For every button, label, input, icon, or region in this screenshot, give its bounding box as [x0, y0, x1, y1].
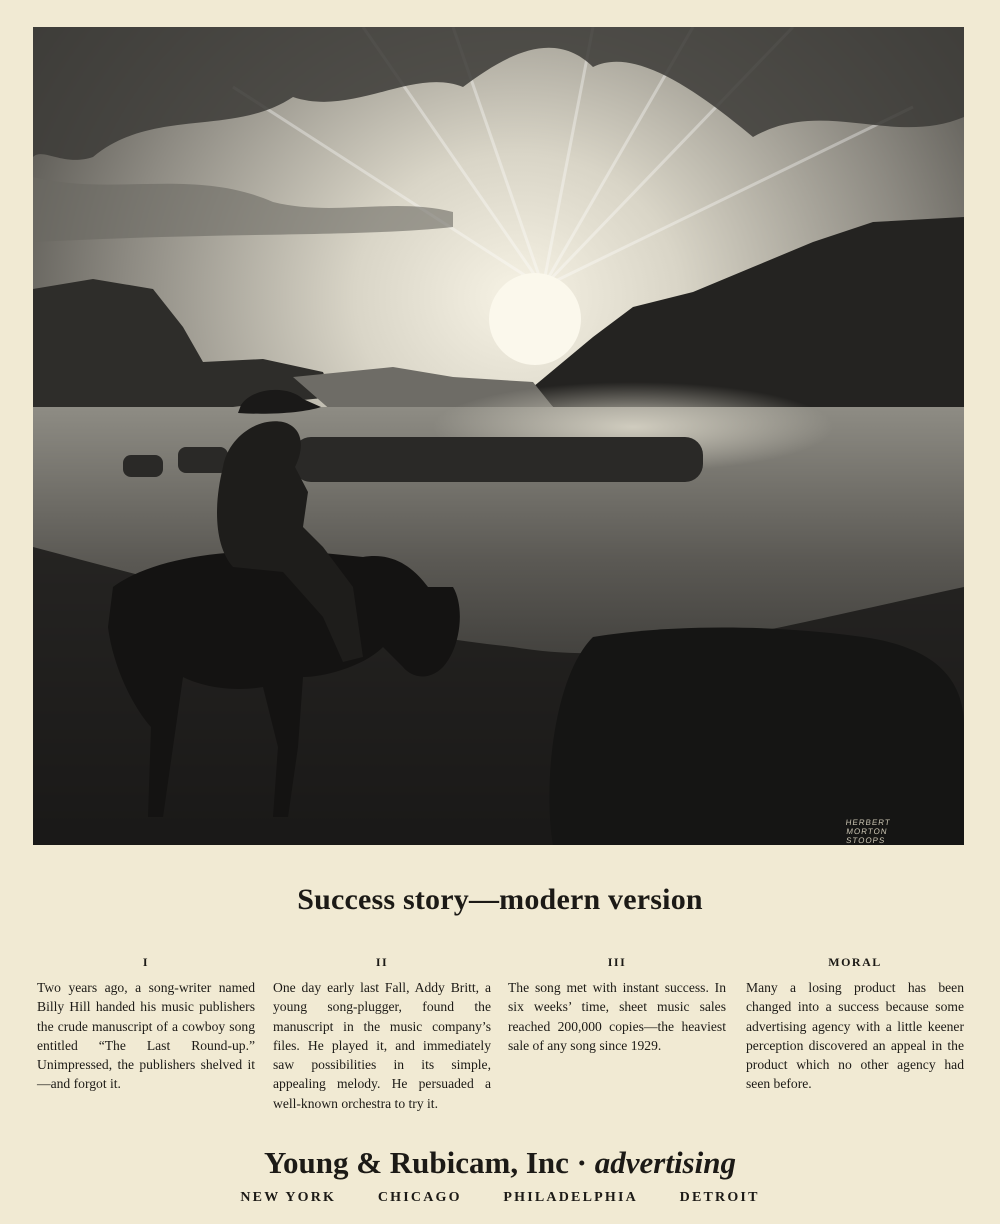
column-2 [273, 955, 491, 1113]
column-text: One day early last Fall, Addy Britt, a young song-plugger, found the manuscript in the music company’s files. He played it, and immediately saw possibilities in its simple, appealing melody. He persuaded a well-known orchestra to try it. [273, 980, 491, 1111]
city-name: DETROIT [679, 1190, 760, 1205]
artist-signature: HERBERT MORTON STOOPS [845, 818, 892, 845]
landscape-drawing [33, 27, 964, 845]
column-heading: I [142, 955, 150, 969]
column-heading: II [375, 955, 389, 969]
column-heading: MORAL [828, 955, 882, 969]
company-signature [0, 1145, 1000, 1181]
cowboy-illustration [33, 27, 964, 845]
column-text: The song met with instant success. In six weeks’ time, sheet music sales reached 200,000 copies—the heaviest sale of any song since 1929. [508, 980, 726, 1053]
headline: Success story—modern version [297, 883, 703, 916]
company-tagline: advertising [594, 1145, 736, 1180]
column-moral [746, 955, 964, 1094]
city-name: PHILADELPHIA [503, 1190, 638, 1205]
column-heading: III [607, 955, 627, 969]
column-1 [37, 955, 255, 1094]
city-name: NEW YORK [240, 1190, 337, 1205]
column-3 [508, 955, 726, 1055]
office-cities [0, 1190, 1000, 1206]
column-text: Many a losing product has been changed into a success because some advertising agency with a little keener perception discovered an appeal in the product which no other agency had seen before. [746, 980, 964, 1092]
separator-dot: · [576, 1145, 587, 1180]
company-name: Young & Rubicam, Inc [264, 1145, 569, 1180]
column-text: Two years ago, a song-writer named Billy Hill handed his music publishers the crude manuscript of a cowboy song entitled “The Last Round-up.” Unimpressed, the publishers shelved it—and forgot it. [37, 980, 255, 1092]
city-name: CHICAGO [377, 1190, 462, 1205]
